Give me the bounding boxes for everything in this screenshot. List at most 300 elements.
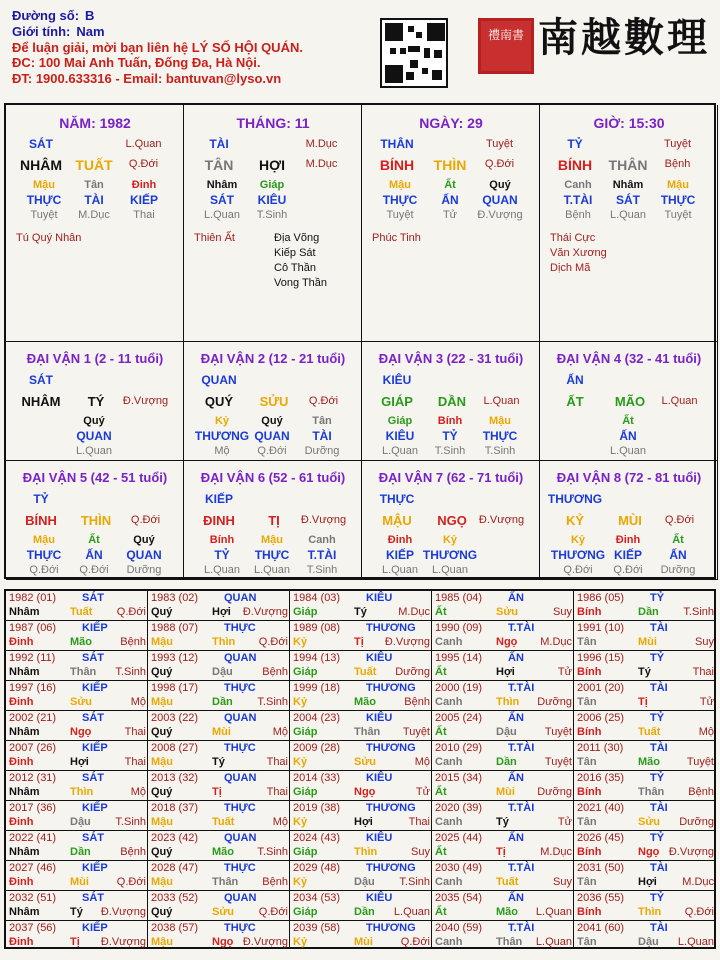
year-phase: T.Sinh — [257, 846, 288, 858]
year-label: 1989 (08) — [293, 622, 341, 634]
year-god: KIẾP — [82, 862, 108, 874]
year-god: KIÊU — [366, 712, 393, 724]
dai-van-title: ĐẠI VẬN 5 (42 - 51 tuổi) — [22, 470, 168, 485]
year-branch: Dần — [70, 846, 91, 858]
hidden-god: SÁT — [616, 193, 640, 207]
year-label: 2019 (38) — [293, 802, 341, 814]
year-branch: Thìn — [354, 846, 378, 858]
hidden-phase: Tuyệt — [386, 209, 414, 221]
year-label: 1984 (03) — [293, 592, 341, 604]
year-cell — [148, 921, 290, 949]
year-stem: Mậu — [151, 696, 173, 708]
year-label: 2011 (30) — [577, 742, 624, 754]
year-stem: Quý — [151, 846, 173, 858]
year-god: QUAN — [224, 892, 257, 904]
year-label: 2029 (48) — [293, 862, 341, 874]
year-phase: Thai — [266, 786, 288, 798]
dai-van-hidden-phase: T.Sinh — [484, 445, 516, 457]
year-label: 2006 (25) — [577, 712, 625, 724]
dai-van-cell — [184, 461, 362, 580]
year-phase: L.Quan — [535, 906, 572, 918]
year-stem: Ất — [435, 606, 447, 618]
contact-line-1: Để luận giải, mời bạn liên hệ LÝ SỐ HỘI QUÁN. — [12, 39, 303, 55]
year-label: 2010 (29) — [435, 742, 483, 754]
dai-van-hidden-god: THỰC — [254, 548, 290, 562]
dai-van-god: KIÊU — [382, 373, 412, 387]
year-branch: Dậu — [70, 816, 91, 828]
hidden-god: KIẾP — [129, 193, 158, 207]
year-branch: Sửu — [212, 906, 235, 918]
year-stem: Kỷ — [293, 696, 308, 708]
dai-van-hidden-phase: L.Quan — [431, 564, 469, 576]
year-cell — [6, 801, 148, 831]
year-cell — [432, 771, 574, 801]
year-stem: Đinh — [9, 816, 34, 828]
year-label: 2034 (53) — [293, 892, 341, 904]
year-cell — [432, 651, 574, 681]
seal-stamp: 禮南書 — [478, 18, 534, 74]
year-label: 2038 (57) — [151, 922, 199, 934]
year-god: ẤN — [508, 712, 524, 724]
dai-van-cell — [6, 461, 184, 580]
brand-logo: 南越數理 — [538, 14, 710, 61]
year-label: 2007 (26) — [9, 742, 57, 754]
dai-van-hidden-god: THƯƠNG — [422, 548, 478, 562]
star-left: Thiên Ất — [194, 232, 235, 244]
year-branch: Dần — [212, 696, 233, 708]
year-god: SÁT — [82, 832, 104, 844]
year-stem: Kỷ — [293, 936, 308, 948]
dai-van-hidden-god: QUAN — [76, 429, 112, 443]
year-god: KIẾP — [82, 922, 108, 934]
year-phase: Dưỡng — [537, 786, 572, 798]
qr-module — [408, 26, 414, 32]
year-stem: Đinh — [9, 696, 34, 708]
star-right: Vong Thần — [274, 277, 328, 289]
dai-van-hidden-phase: L.Quan — [609, 445, 647, 457]
year-god: T.TÀI — [508, 802, 535, 814]
dai-van-hidden-phase: Dưỡng — [304, 445, 340, 457]
year-stem: Giáp — [293, 906, 318, 918]
year-god: THỰC — [224, 802, 256, 814]
year-phase: Đ.Vượng — [100, 906, 146, 918]
year-cell — [148, 831, 290, 861]
year-god: SÁT — [82, 712, 104, 724]
year-label: 2036 (55) — [577, 892, 625, 904]
dai-van-hidden-phase: L.Quan — [75, 445, 113, 457]
year-god: THƯƠNG — [366, 802, 416, 814]
year-stem: Nhâm — [9, 606, 40, 618]
year-stem: Bính — [577, 906, 602, 918]
year-god: T.TÀI — [508, 682, 535, 694]
dai-van-cell — [540, 461, 718, 580]
year-branch: Tị — [70, 936, 80, 948]
year-phase: Bệnh — [262, 666, 288, 678]
star-left: Văn Xương — [550, 247, 607, 259]
hidden-phase: Tuyệt — [664, 209, 692, 221]
year-label: 2015 (34) — [435, 772, 483, 784]
pillar-branch-phase: Q.Đới — [128, 158, 159, 170]
year-cell — [290, 711, 432, 741]
year-god: THƯƠNG — [366, 862, 416, 874]
year-phase: L.Quan — [393, 906, 430, 918]
year-branch: Sửu — [70, 696, 93, 708]
hidden-god: THỰC — [382, 193, 418, 207]
dai-van-hidden-god: ẤN — [619, 429, 637, 443]
pillar-stem-phase: M.Dục — [305, 138, 338, 150]
dai-van-hidden-god: TÀI — [312, 429, 332, 443]
dai-van-stem: ĐINH — [203, 513, 235, 528]
dai-van-hidden-stem: Kỷ — [570, 534, 586, 546]
year-phase: M.Dục — [540, 636, 572, 648]
dai-van-stem: GIÁP — [381, 394, 413, 409]
year-god: THỰC — [224, 862, 256, 874]
year-phase: L.Quan — [535, 936, 572, 948]
year-phase: Bệnh — [120, 846, 146, 858]
year-god: SÁT — [82, 652, 104, 664]
hidden-phase: Bệnh — [565, 209, 591, 221]
dai-van-hidden-stem: Mậu — [33, 534, 55, 546]
year-god: ẤN — [508, 652, 524, 664]
year-branch: Tuất — [70, 606, 93, 618]
year-phase: Tử — [557, 666, 572, 678]
year-phase: Mộ — [698, 726, 714, 738]
year-branch: Mùi — [638, 636, 657, 648]
year-branch: Dần — [496, 756, 517, 768]
year-stem: Canh — [435, 696, 463, 708]
year-god: KIÊU — [366, 772, 393, 784]
year-phase: T.Sinh — [115, 816, 146, 828]
year-label: 1999 (18) — [293, 682, 341, 694]
year-stem: Canh — [435, 636, 463, 648]
year-stem: Bính — [577, 846, 602, 858]
year-stem: Ất — [435, 906, 447, 918]
pillar-stem: NHÂM — [20, 157, 62, 173]
dai-van-hidden-phase: Q.Đới — [563, 564, 593, 576]
year-god: SÁT — [82, 892, 104, 904]
star-left: Phúc Tinh — [372, 232, 421, 244]
year-label: 2000 (19) — [435, 682, 483, 694]
year-branch: Mùi — [354, 936, 373, 948]
year-god: KIÊU — [366, 592, 393, 604]
dai-van-hidden-phase: T.Sinh — [306, 564, 338, 576]
pillar-stem-god: TỶ — [567, 137, 583, 151]
star-right: Địa Võng — [274, 232, 320, 244]
year-label: 1994 (13) — [293, 652, 341, 664]
year-stem: Kỷ — [293, 876, 308, 888]
pillar-cell — [362, 105, 540, 342]
hidden-phase: L.Quan — [203, 209, 241, 221]
hidden-god: THỰC — [26, 193, 62, 207]
year-label: 2004 (23) — [293, 712, 341, 724]
dai-van-hidden-phase: Dưỡng — [126, 564, 162, 576]
dai-van-god: THỰC — [379, 492, 415, 506]
year-god: TỶ — [650, 892, 665, 904]
year-stem: Bính — [577, 786, 602, 798]
year-branch: Thìn — [496, 696, 520, 708]
dai-van-hidden-stem: Bính — [209, 534, 235, 546]
year-cell — [432, 591, 574, 621]
hidden-god: T.TÀI — [563, 193, 593, 207]
contact-phone-email: ĐT: 1900.633316 - Email: bantuvan@lyso.vn — [12, 71, 282, 87]
year-god: THƯƠNG — [366, 622, 416, 634]
year-god: ẤN — [508, 892, 524, 904]
dai-van-hidden-stem: Bính — [437, 415, 463, 427]
dai-van-stem: KỶ — [565, 513, 585, 528]
year-phase: Tử — [699, 696, 714, 708]
year-cell — [574, 621, 714, 651]
year-phase: Q.Đới — [258, 636, 288, 648]
year-phase: Q.Đới — [116, 876, 146, 888]
year-cell — [6, 711, 148, 741]
year-label: 2016 (35) — [577, 772, 625, 784]
year-branch: Mão — [638, 756, 660, 768]
dai-van-phase: Đ.Vượng — [478, 514, 525, 526]
year-cell — [290, 861, 432, 891]
year-stem: Mậu — [151, 756, 173, 768]
year-label: 1983 (02) — [151, 592, 199, 604]
dai-van-hidden-stem: Tân — [312, 415, 332, 427]
year-branch: Sửu — [354, 756, 377, 768]
qr-module — [427, 23, 445, 41]
hidden-god: ẤN — [441, 193, 459, 207]
year-stem: Mậu — [151, 816, 173, 828]
year-cell — [6, 891, 148, 921]
year-label: 2005 (24) — [435, 712, 483, 724]
year-stem: Nhâm — [9, 786, 40, 798]
dai-van-phase: Q.Đới — [130, 514, 161, 526]
year-cell — [290, 891, 432, 921]
dai-van-hidden-god: KIẾP — [613, 548, 642, 562]
year-branch: Tý — [638, 666, 651, 678]
year-cell — [148, 741, 290, 771]
dai-van-god: SÁT — [29, 373, 53, 387]
year-branch: Thân — [354, 726, 381, 738]
year-branch: Ngọ — [70, 726, 92, 738]
hidden-stem: Nhâm — [612, 179, 644, 191]
year-phase: Thai — [266, 756, 288, 768]
year-cell — [432, 801, 574, 831]
year-god: TỶ — [650, 832, 665, 844]
year-cell — [148, 591, 290, 621]
year-cell — [148, 651, 290, 681]
dai-van-god: THƯƠNG — [547, 492, 603, 506]
dai-van-god: ẤN — [566, 373, 584, 387]
year-stem: Bính — [577, 726, 602, 738]
dai-van-hidden-phase: Mộ — [214, 445, 230, 457]
year-label: 1990 (09) — [435, 622, 483, 634]
qr-module — [400, 48, 406, 54]
pillar-stem: TÂN — [204, 157, 234, 173]
year-cell — [6, 621, 148, 651]
year-label: 2009 (28) — [293, 742, 341, 754]
dai-van-hidden-god: THỰC — [482, 429, 518, 443]
year-stem: Kỷ — [293, 636, 308, 648]
year-label: 1985 (04) — [435, 592, 483, 604]
year-phase: M.Dục — [398, 606, 430, 618]
pillar-cell — [6, 105, 184, 342]
year-phase: Tử — [415, 786, 430, 798]
year-god: T.TÀI — [508, 862, 535, 874]
dai-van-cell — [184, 342, 362, 461]
qr-code-icon[interactable] — [380, 18, 448, 88]
year-cell — [148, 891, 290, 921]
year-god: KIÊU — [366, 892, 393, 904]
year-phase: Suy — [695, 636, 714, 648]
dai-van-phase: L.Quan — [483, 395, 520, 407]
year-god: SÁT — [82, 772, 104, 784]
dai-van-title: ĐẠI VẬN 6 (52 - 61 tuổi) — [200, 470, 346, 485]
year-stem: Ất — [435, 786, 447, 798]
pillar-stem-phase: Tuyệt — [485, 138, 514, 150]
year-phase: Tuyệt — [686, 756, 714, 768]
pillar-cell — [540, 105, 718, 342]
pillar-stem: BÍNH — [557, 157, 593, 173]
year-stem: Kỷ — [293, 756, 308, 768]
year-branch: Hợi — [70, 756, 89, 768]
year-branch: Tý — [212, 756, 225, 768]
year-stem: Mậu — [151, 936, 173, 948]
dai-van-hidden-stem: Ất — [88, 534, 100, 546]
pillar-stem-phase: L.Quan — [125, 138, 162, 150]
year-label: 2035 (54) — [435, 892, 483, 904]
dai-van-stem: ẤT — [566, 394, 584, 409]
year-branch: Hợi — [638, 876, 657, 888]
year-branch: Thân — [496, 936, 523, 948]
year-cell — [432, 861, 574, 891]
year-stem: Tân — [577, 636, 597, 648]
year-stem: Giáp — [293, 606, 318, 618]
year-label: 2040 (59) — [435, 922, 483, 934]
dai-van-hidden-stem: Mậu — [261, 534, 283, 546]
year-god: THỰC — [224, 742, 256, 754]
year-label: 2017 (36) — [9, 802, 57, 814]
year-god: TÀI — [650, 922, 668, 934]
hidden-stem: Canh — [564, 179, 592, 191]
year-stem: Bính — [577, 666, 602, 678]
year-phase: Tuyệt — [544, 726, 572, 738]
year-god: THỰC — [224, 622, 256, 634]
dai-van-branch: DẦN — [437, 394, 467, 409]
dai-van-hidden-stem: Kỷ — [214, 415, 230, 427]
year-branch: Thìn — [70, 786, 94, 798]
qr-module — [416, 32, 422, 38]
year-label: 2013 (32) — [151, 772, 199, 784]
year-cell — [148, 621, 290, 651]
dai-van-hidden-phase: L.Quan — [381, 564, 419, 576]
dai-van-hidden-god: KIÊU — [385, 429, 415, 443]
year-stem: Ất — [435, 726, 447, 738]
dai-van-phase: Q.Đới — [308, 395, 339, 407]
dai-van-branch: SỬU — [259, 394, 289, 409]
year-branch: Thân — [212, 876, 239, 888]
year-cell — [6, 771, 148, 801]
dai-van-title: ĐẠI VẬN 3 (22 - 31 tuổi) — [378, 351, 524, 366]
dai-van-god: QUAN — [201, 373, 237, 387]
year-label: 1996 (15) — [577, 652, 625, 664]
year-label: 1995 (14) — [435, 652, 483, 664]
pillar-branch: TUẤT — [75, 157, 113, 173]
year-label: 1998 (17) — [151, 682, 199, 694]
year-phase: Đ.Vượng — [242, 936, 288, 948]
year-stem: Giáp — [293, 786, 318, 798]
pillar-stem-phase: Tuyệt — [663, 138, 692, 150]
year-label: 2026 (45) — [577, 832, 625, 844]
dai-van-hidden-stem: Quý — [133, 534, 155, 546]
year-label: 1986 (05) — [577, 592, 625, 604]
year-label: 2039 (58) — [293, 922, 341, 934]
year-god: TÀI — [650, 622, 668, 634]
dai-van-title: ĐẠI VẬN 8 (72 - 81 tuổi) — [556, 470, 702, 485]
year-god: QUAN — [224, 592, 257, 604]
year-cell — [574, 651, 714, 681]
pillar-branch-phase: Bệnh — [664, 158, 691, 170]
pillar-title: THÁNG: 11 — [236, 115, 310, 131]
year-stem: Quý — [151, 786, 173, 798]
dai-van-hidden-phase: Q.Đới — [29, 564, 59, 576]
year-branch: Hợi — [212, 606, 231, 618]
dai-van-hidden-stem: Giáp — [387, 415, 413, 427]
year-label: 2041 (60) — [577, 922, 625, 934]
year-branch: Thìn — [638, 906, 662, 918]
year-cell — [432, 831, 574, 861]
year-branch: Hợi — [496, 666, 515, 678]
year-god: KIẾP — [82, 802, 108, 814]
year-label: 2027 (46) — [9, 862, 57, 874]
year-branch: Mão — [212, 846, 234, 858]
hidden-stem: Đinh — [131, 179, 157, 191]
year-phase: T.Sinh — [683, 606, 714, 618]
dai-van-stem: BÍNH — [25, 513, 57, 528]
year-stem: Tân — [577, 816, 597, 828]
year-branch: Sửu — [638, 816, 661, 828]
dai-van-phase: Đ.Vượng — [122, 395, 169, 407]
year-god: TỶ — [650, 712, 665, 724]
year-god: KIẾP — [82, 682, 108, 694]
year-cell — [290, 621, 432, 651]
qr-module — [390, 48, 396, 54]
year-phase: Mộ — [272, 726, 288, 738]
dai-van-branch: TỊ — [268, 513, 280, 528]
year-stem: Tân — [577, 936, 597, 948]
year-stem: Canh — [435, 876, 463, 888]
hidden-stem: Mậu — [667, 179, 689, 191]
year-cell — [6, 741, 148, 771]
star-right: Kiếp Sát — [274, 247, 316, 259]
year-branch: Dậu — [496, 726, 517, 738]
dai-van-hidden-stem: Ất — [622, 415, 634, 427]
line-gioi-tinh: Giới tính: Nam — [12, 23, 105, 39]
year-label: 1987 (06) — [9, 622, 57, 634]
year-branch: Mùi — [70, 876, 89, 888]
year-cell — [574, 591, 714, 621]
year-god: TÀI — [650, 802, 668, 814]
dai-van-hidden-phase: Q.Đới — [613, 564, 643, 576]
year-label: 2028 (47) — [151, 862, 199, 874]
dai-van-hidden-stem: Ất — [672, 534, 684, 546]
star-right: Cô Thần — [274, 262, 316, 274]
year-branch: Tý — [354, 606, 367, 618]
year-cell — [574, 861, 714, 891]
dai-van-branch: MÃO — [614, 394, 646, 409]
dai-van-branch: NGỌ — [437, 513, 467, 528]
year-god: ẤN — [508, 592, 524, 604]
year-label: 2024 (43) — [293, 832, 341, 844]
qr-module — [406, 72, 414, 80]
qr-module — [385, 23, 403, 41]
qr-module — [408, 46, 420, 52]
dai-van-hidden-god: THƯƠNG — [550, 548, 606, 562]
